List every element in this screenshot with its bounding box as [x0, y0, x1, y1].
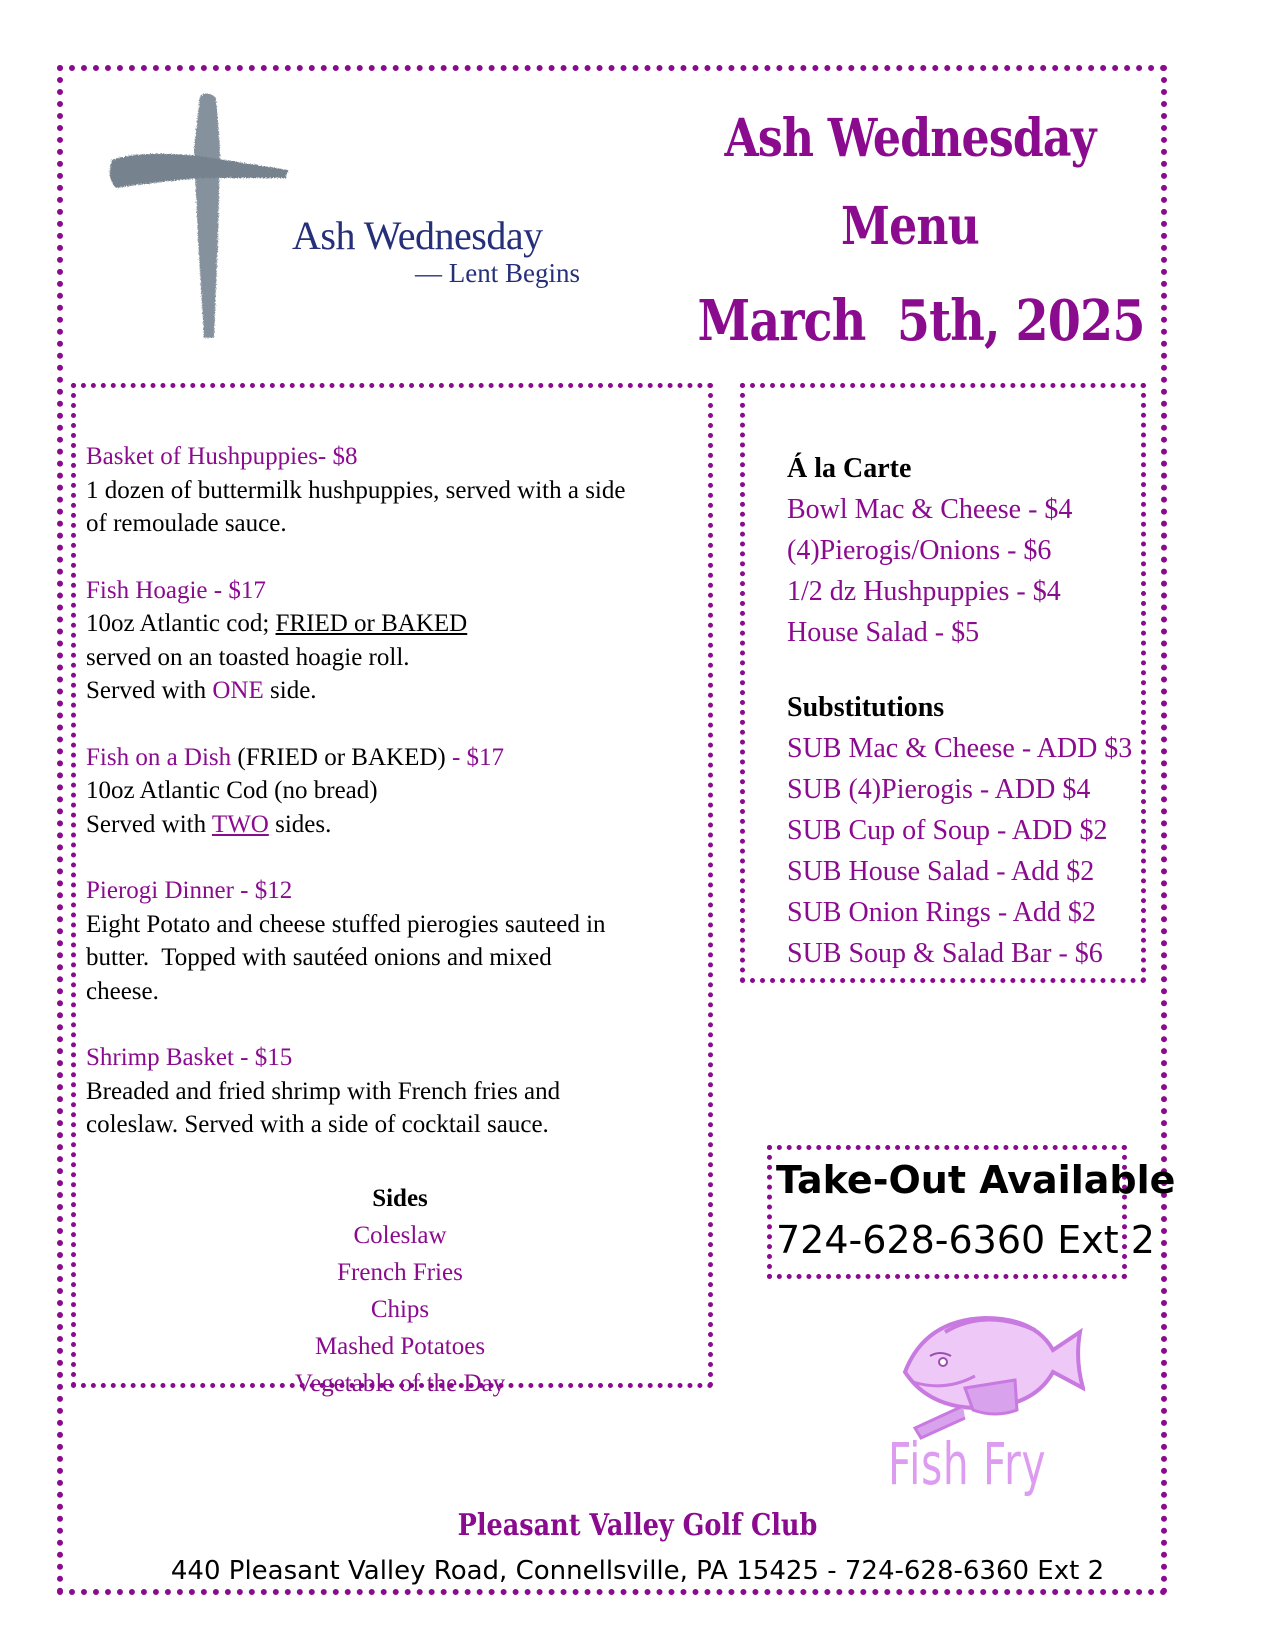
sides-heading: Sides	[372, 1185, 428, 1212]
sides-list	[80, 1180, 720, 1402]
item-sides-note: Served with TWO sides.	[86, 810, 332, 838]
menu-item-fish-on-a-dish	[86, 741, 726, 842]
item-description: Breaded and fried shrimp with French fries and	[86, 1077, 561, 1105]
a-la-carte-item: Bowl Mac & Cheese - $4	[787, 494, 1073, 525]
footer-address: 440 Pleasant Valley Road, Connellsville, PA 15425 - 724-628-6360 Ext 2	[170, 1556, 1105, 1586]
item-description: 1 dozen of buttermilk hushpuppies, served with a side	[86, 476, 626, 504]
item-title: Pierogi Dinner - $12	[86, 877, 293, 904]
item-title: Fish on a Dish (FRIED or BAKED) - $17	[86, 743, 505, 771]
item-title: Basket of Hushpuppies- $8	[86, 443, 358, 470]
item-sides-note: Served with ONE side.	[86, 677, 317, 704]
side-count: TWO	[211, 810, 269, 838]
side-item: French Fries	[337, 1259, 463, 1286]
side-count: ONE	[212, 677, 264, 704]
fish-fry-text: Fish Fry	[888, 1430, 1047, 1498]
header-title-line2: Menu	[841, 196, 979, 257]
substitution-item: SUB Onion Rings - Add $2	[787, 897, 1096, 928]
substitution-item: SUB Soup & Salad Bar - $6	[787, 938, 1103, 969]
item-description: cheese.	[86, 977, 159, 1005]
item-description: served on an toasted hoagie roll.	[86, 643, 410, 671]
logo-subtitle: — Lent Begins	[415, 258, 580, 288]
item-description: butter. Topped with sautéed onions and mixed	[86, 944, 552, 971]
substitution-item: SUB House Salad - Add $2	[787, 856, 1095, 887]
substitution-item: SUB (4)Pierogis - ADD $4	[787, 774, 1091, 805]
header-date: March 5th, 2025	[697, 288, 1145, 354]
side-item: Mashed Potatoes	[314, 1333, 486, 1360]
a-la-carte-item: (4)Pierogis/Onions - $6	[787, 535, 1052, 566]
header-title-line1: Ash Wednesday	[724, 108, 1096, 169]
entrees-list	[86, 440, 726, 1175]
takeout-label: Take-Out Available	[776, 1158, 1176, 1202]
item-description: Eight Potato and cheese stuffed pierogies sauteed in	[86, 910, 606, 938]
substitution-item: SUB Mac & Cheese - ADD $3	[787, 733, 1133, 764]
a-la-carte-item: House Salad - $5	[787, 617, 980, 648]
a-la-carte-heading: Á la Carte	[787, 453, 912, 484]
substitution-item: SUB Cup of Soup - ADD $2	[787, 815, 1108, 846]
menu-item-pierogi-dinner	[86, 874, 726, 1008]
substitutions-heading: Substitutions	[787, 692, 945, 723]
menu-item-fish-hoagie	[86, 574, 726, 708]
item-description: 10oz Atlantic cod; FRIED or BAKED	[86, 610, 468, 637]
item-description: 10oz Atlantic Cod (no bread)	[86, 777, 378, 804]
footer-club-name: Pleasant Valley Golf Club	[457, 1508, 818, 1543]
side-item: Chips	[370, 1296, 430, 1323]
side-item: Coleslaw	[353, 1222, 447, 1249]
takeout-phone: 724-628-6360 Ext 2	[776, 1218, 1155, 1262]
cooking-options: FRIED or BAKED	[275, 610, 468, 637]
item-title: Shrimp Basket - $15	[86, 1044, 293, 1071]
takeout-info	[776, 1150, 1175, 1270]
side-item: Vegetable of the Day	[294, 1370, 506, 1397]
logo-title: Ash Wednesday	[292, 213, 543, 258]
menu-item-hushpuppies	[86, 440, 726, 541]
item-title: Fish Hoagie - $17	[86, 576, 266, 604]
menu-item-shrimp-basket	[86, 1041, 726, 1142]
ash-cross-icon	[100, 88, 290, 348]
a-la-carte-list	[787, 448, 1132, 974]
item-description: coleslaw. Served with a side of cocktail sauce.	[86, 1111, 549, 1138]
a-la-carte-item: 1/2 dz Hushpuppies - $4	[787, 576, 1061, 607]
item-description: of remoulade sauce.	[86, 510, 287, 537]
fish-fry-icon	[885, 1310, 1085, 1440]
